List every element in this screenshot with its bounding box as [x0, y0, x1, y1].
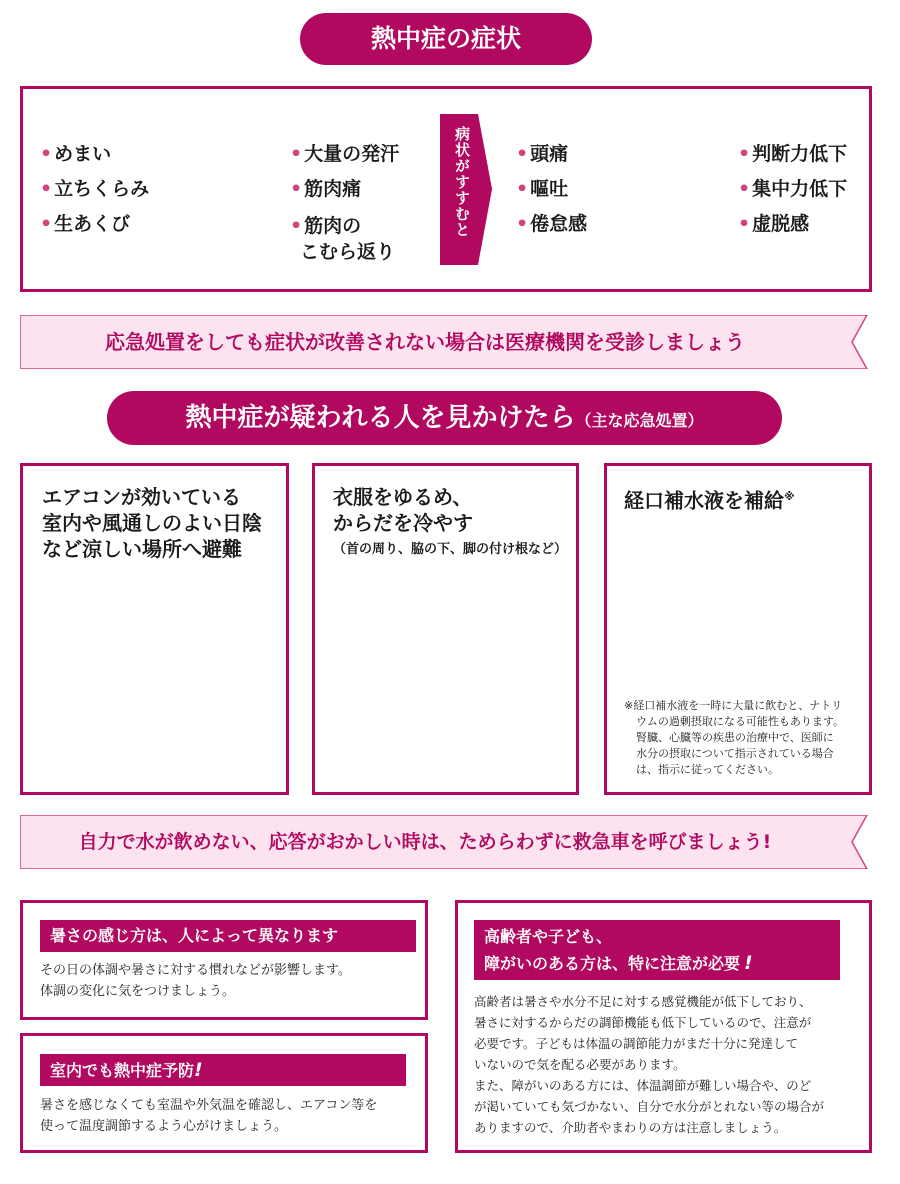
symptom-item: • 頭痛	[516, 143, 569, 165]
symptom-item: • 筋肉痛	[290, 178, 362, 200]
symptom-item: • 大量の発汗	[290, 143, 400, 165]
symptom-column-1	[40, 137, 149, 242]
symptom-column-4	[738, 137, 847, 242]
symptom-item: • 集中力低下	[738, 178, 848, 200]
symptom-item: • 嘔吐	[516, 178, 569, 200]
first-aid-card-hydrate-title: 経口補水液を補給※	[624, 488, 795, 513]
first-aid-card-cool-text: 衣服をゆるめ、 からだを冷やす	[333, 485, 473, 535]
banner-ambulance-notice: 自力で水が飲めない、応答がおかしい時は、ためらわずに救急車を呼びましょう!	[78, 831, 772, 853]
progression-label: 病状がすすむと	[453, 126, 471, 238]
first-aid-card-shade-text: エアコンが効いている 室内や風通しのよい日陰 など涼しい場所へ避難	[42, 485, 262, 561]
symptoms-title: 熱中症の症状	[300, 13, 592, 65]
symptom-item: • 倦怠感	[516, 213, 588, 235]
info-indoor-text: 暑さを感じなくても室温や外気温を確認し、エアコン等を 使って温度調節するよう心がけましょう。	[40, 1098, 378, 1134]
banner-medical-notice: 応急処置をしても症状が改善されない場合は医療機関を受診しましょう	[105, 330, 745, 354]
first-aid-title: 熱中症が疑われる人を見かけたら（主な応急処置）	[107, 391, 782, 445]
symptom-column-3	[516, 137, 587, 242]
symptom-item: • 生あくび	[40, 213, 131, 235]
symptom-item: • 筋肉の こむら返り	[290, 215, 396, 263]
info-vulnerable-heading: 高齢者や子ども、 障がいのある方は、特に注意が必要 !	[474, 920, 840, 980]
info-sensitivity-heading: 暑さの感じ方は、人によって異なります	[40, 920, 416, 952]
symptom-column-2	[290, 137, 399, 265]
symptom-item: • 虚脱感	[738, 213, 810, 235]
info-indoor-heading: 室内でも熱中症予防!	[40, 1054, 406, 1086]
symptom-item: • 立ちくらみ	[40, 178, 150, 200]
symptom-item: • めまい	[40, 143, 112, 165]
info-sensitivity-text: その日の体調や暑さに対する慣れなどが影響します。 体調の変化に気をつけましょう。	[40, 963, 351, 999]
first-aid-card-hydrate-note: ※経口補水液を一時に大量に飲むと、ナトリ ウムの過剰摂取になる可能性もあります。 腎臓、心臓等の疾患の治療中で、医師に 水分の摂取について指示されている場合 は、指示に従ってください。	[624, 699, 845, 776]
first-aid-card-cool-sub: （首の周り、脇の下、脚の付け根など）	[333, 542, 568, 557]
info-vulnerable-text: 高齢者は暑さや水分不足に対する感覚機能が低下しており、 暑さに対するからだの調節機能も低下しているので、注意が 必要です。子どもは体温の調節能力がまだ十分に発達して いないので気を配る必要があります。 また、障がいのある方には、体温調節が難しい場合や、のど が渇いていても気づかない、自分で水分がとれない等の場合が ありますので、介助者やまわりの方は注意しましょう。	[474, 994, 825, 1135]
symptom-item: • 判断力低下	[738, 143, 848, 165]
